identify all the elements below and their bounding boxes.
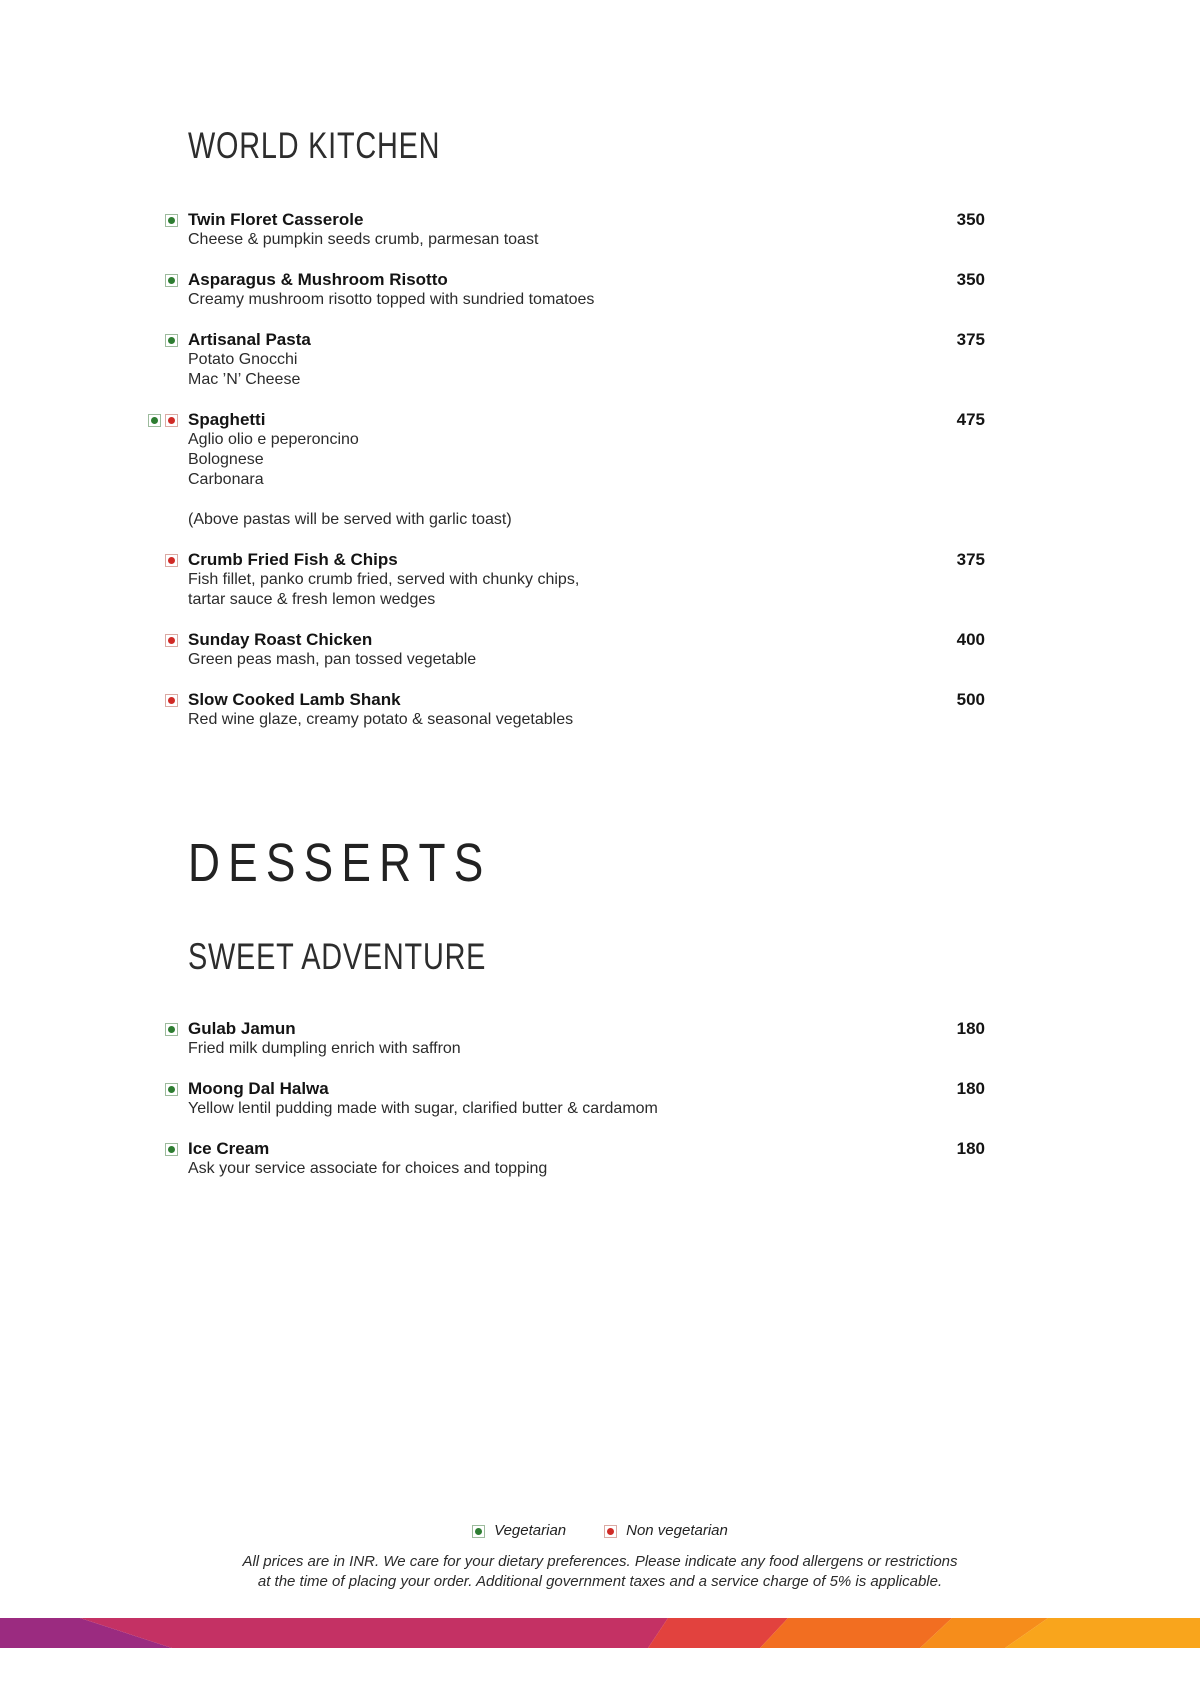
item-description: Fish fillet, panko crumb fried, served with chunky chips, <box>188 571 580 588</box>
item-name: Slow Cooked Lamb Shank <box>188 690 401 709</box>
band-segment <box>760 1618 952 1648</box>
item-body <box>188 1079 895 1119</box>
item-price: 400 <box>956 630 985 649</box>
item-name: Spaghetti <box>188 410 266 429</box>
item-name: Twin Floret Casserole <box>188 210 364 229</box>
world-kitchen-item-list <box>148 210 985 730</box>
item-price: 180 <box>956 1139 985 1158</box>
diet-marks <box>148 210 178 230</box>
item-body <box>188 210 895 250</box>
item-body <box>188 270 895 310</box>
non-veg-icon <box>165 414 178 427</box>
item-description: Creamy mushroom risotto topped with sundried tomatoes <box>188 291 595 308</box>
item-price: 500 <box>956 690 985 709</box>
menu-item <box>148 690 985 730</box>
menu-item <box>148 1079 985 1119</box>
item-price: 375 <box>956 330 985 349</box>
item-body <box>188 1019 895 1059</box>
item-price: 375 <box>956 550 985 569</box>
menu-item <box>148 630 985 670</box>
diet-marks <box>148 630 178 650</box>
item-name: Asparagus & Mushroom Risotto <box>188 270 448 289</box>
menu-item <box>148 270 985 310</box>
section-title-world-kitchen: WORLD KITCHEN <box>188 125 441 166</box>
legend-non-vegetarian <box>604 1522 728 1540</box>
item-description: Yellow lentil pudding made with sugar, clarified butter & cardamom <box>188 1100 658 1117</box>
menu-item <box>148 1139 985 1179</box>
diet-legend <box>0 1522 1200 1540</box>
diet-marks <box>148 1139 178 1159</box>
disclaimer-line-1: All prices are in INR. We care for your dietary preferences. Please indicate any food allergens or restrictions <box>242 1553 958 1570</box>
veg-icon <box>472 1525 485 1538</box>
item-description: tartar sauce & fresh lemon wedges <box>188 591 436 608</box>
veg-icon <box>165 274 178 287</box>
diet-marks <box>148 550 178 570</box>
diet-marks <box>148 410 178 430</box>
diet-marks <box>148 690 178 710</box>
item-price: 350 <box>956 210 985 229</box>
item-description: Mac ’N’ Cheese <box>188 371 301 388</box>
item-name: Crumb Fried Fish & Chips <box>188 550 398 569</box>
disclaimer-line-2: at the time of placing your order. Additional government taxes and a service charge of 5% is applicable. <box>257 1573 943 1590</box>
item-description: Fried milk dumpling enrich with saffron <box>188 1040 461 1057</box>
non-veg-icon <box>165 694 178 707</box>
legend-vegetarian-label: Vegetarian <box>494 1522 567 1539</box>
item-description: Bolognese <box>188 451 264 468</box>
page-title-desserts: DESSERTS <box>188 833 492 893</box>
item-body <box>188 690 895 730</box>
diet-marks <box>148 1019 178 1039</box>
veg-icon <box>165 1083 178 1096</box>
menu-content <box>148 125 985 1199</box>
item-body <box>188 630 895 670</box>
section-title-sweet-adventure: SWEET ADVENTURE <box>188 936 487 977</box>
legend-non-vegetarian-label: Non vegetarian <box>626 1522 728 1539</box>
item-description: Aglio olio e peperoncino <box>188 431 359 448</box>
non-veg-icon <box>165 554 178 567</box>
item-description: Cheese & pumpkin seeds crumb, parmesan toast <box>188 231 539 248</box>
item-description: Red wine glaze, creamy potato & seasonal vegetables <box>188 711 574 728</box>
item-description: Green peas mash, pan tossed vegetable <box>188 651 477 668</box>
diet-marks <box>148 330 178 350</box>
item-price: 350 <box>956 270 985 289</box>
item-name: Sunday Roast Chicken <box>188 630 373 649</box>
veg-icon <box>165 214 178 227</box>
menu-item <box>148 210 985 250</box>
non-veg-icon <box>604 1525 617 1538</box>
item-description: Ask your service associate for choices and topping <box>188 1160 548 1177</box>
item-name: Gulab Jamun <box>188 1019 296 1038</box>
non-veg-icon <box>165 634 178 647</box>
item-body <box>188 410 895 490</box>
footer-color-band <box>0 1618 1200 1648</box>
item-body <box>188 330 895 390</box>
veg-icon <box>165 1143 178 1156</box>
diet-marks <box>148 1079 178 1099</box>
item-description: Carbonara <box>188 471 264 488</box>
menu-item <box>148 550 985 610</box>
veg-icon <box>165 334 178 347</box>
item-name: Artisanal Pasta <box>188 330 311 349</box>
footer-disclaimer <box>0 1552 1200 1592</box>
menu-note: (Above pastas will be served with garlic toast) <box>188 511 512 528</box>
band-segment <box>80 1618 668 1648</box>
item-name: Moong Dal Halwa <box>188 1079 329 1098</box>
veg-icon <box>165 1023 178 1036</box>
item-body <box>188 1139 895 1179</box>
menu-item <box>148 410 985 490</box>
diet-marks <box>148 270 178 290</box>
item-name: Ice Cream <box>188 1139 270 1158</box>
item-price: 180 <box>956 1019 985 1038</box>
item-price: 180 <box>956 1079 985 1098</box>
veg-icon <box>148 414 161 427</box>
menu-item <box>148 1019 985 1059</box>
sweet-adventure-item-list <box>148 1019 985 1179</box>
menu-item <box>148 330 985 390</box>
item-description: Potato Gnocchi <box>188 351 298 368</box>
item-body <box>188 550 895 610</box>
item-price: 475 <box>956 410 985 429</box>
legend-vegetarian <box>472 1522 566 1540</box>
